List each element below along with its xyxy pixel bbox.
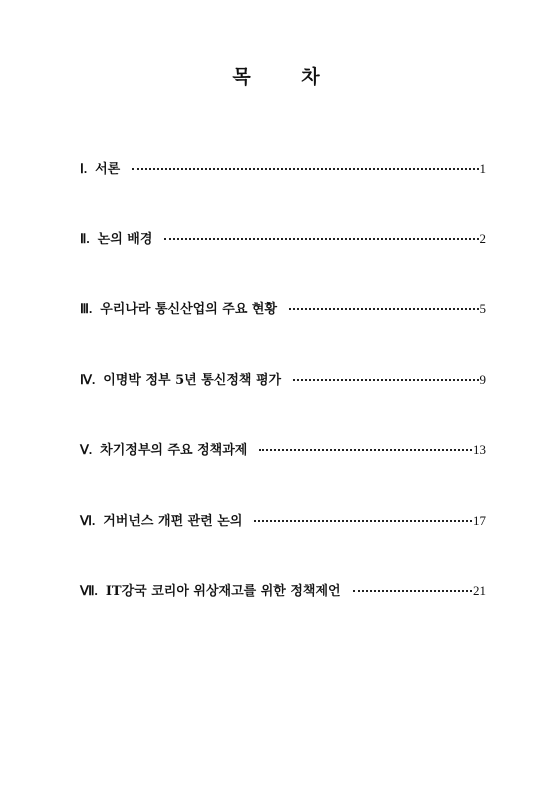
- toc-entry-label: 논의 배경: [97, 232, 153, 247]
- page-title: 목 차: [232, 66, 342, 88]
- dot-leader: [289, 308, 478, 310]
- dot-leader: [254, 520, 472, 522]
- toc-entry-7[interactable]: [80, 580, 486, 600]
- dot-leader: [132, 168, 478, 170]
- toc-entry-3[interactable]: [80, 298, 486, 318]
- toc-entry-page: 21: [473, 583, 486, 598]
- toc-entry-6[interactable]: [80, 510, 486, 530]
- toc-entry-label: 우리나라 통신산업의 주요 현황: [100, 302, 278, 317]
- toc-entry-number: Ⅳ.: [80, 372, 96, 387]
- toc-entry-label: 차기정부의 주요 정책과제: [100, 443, 248, 458]
- toc-entry-label: 서론: [95, 162, 121, 177]
- toc-entry-number: Ⅲ.: [80, 301, 93, 316]
- toc-entry-number: Ⅱ.: [80, 231, 90, 246]
- toc-entry-label: IT강국 코리아 위상재고를 위한 정책제언: [105, 584, 341, 599]
- dot-leader: [293, 379, 478, 381]
- toc-entry-4[interactable]: [80, 369, 486, 389]
- dot-leader: [259, 449, 472, 451]
- toc-entry-page: 2: [479, 231, 486, 246]
- toc-entry-label: 이명박 정부 5년 통신정책 평가: [103, 373, 282, 388]
- toc-entry-5[interactable]: [80, 439, 486, 459]
- toc-entry-number: Ⅰ.: [80, 161, 88, 176]
- toc-entry-page: 5: [479, 301, 486, 316]
- toc-entry-page: 9: [479, 372, 486, 387]
- toc-entry-number: Ⅵ.: [80, 513, 96, 528]
- toc-entry-page: 1: [479, 161, 486, 176]
- dot-leader: [164, 238, 478, 240]
- toc-entry-1[interactable]: [80, 158, 486, 178]
- toc-entry-number: Ⅶ.: [80, 583, 98, 598]
- toc-entry-2[interactable]: [80, 228, 486, 248]
- toc-entry-number: Ⅴ.: [80, 442, 93, 457]
- toc-entry-label: 거버넌스 개편 관련 논의: [103, 514, 243, 529]
- dot-leader: [353, 590, 472, 592]
- toc-entry-page: 13: [473, 442, 486, 457]
- toc-entry-page: 17: [473, 513, 486, 528]
